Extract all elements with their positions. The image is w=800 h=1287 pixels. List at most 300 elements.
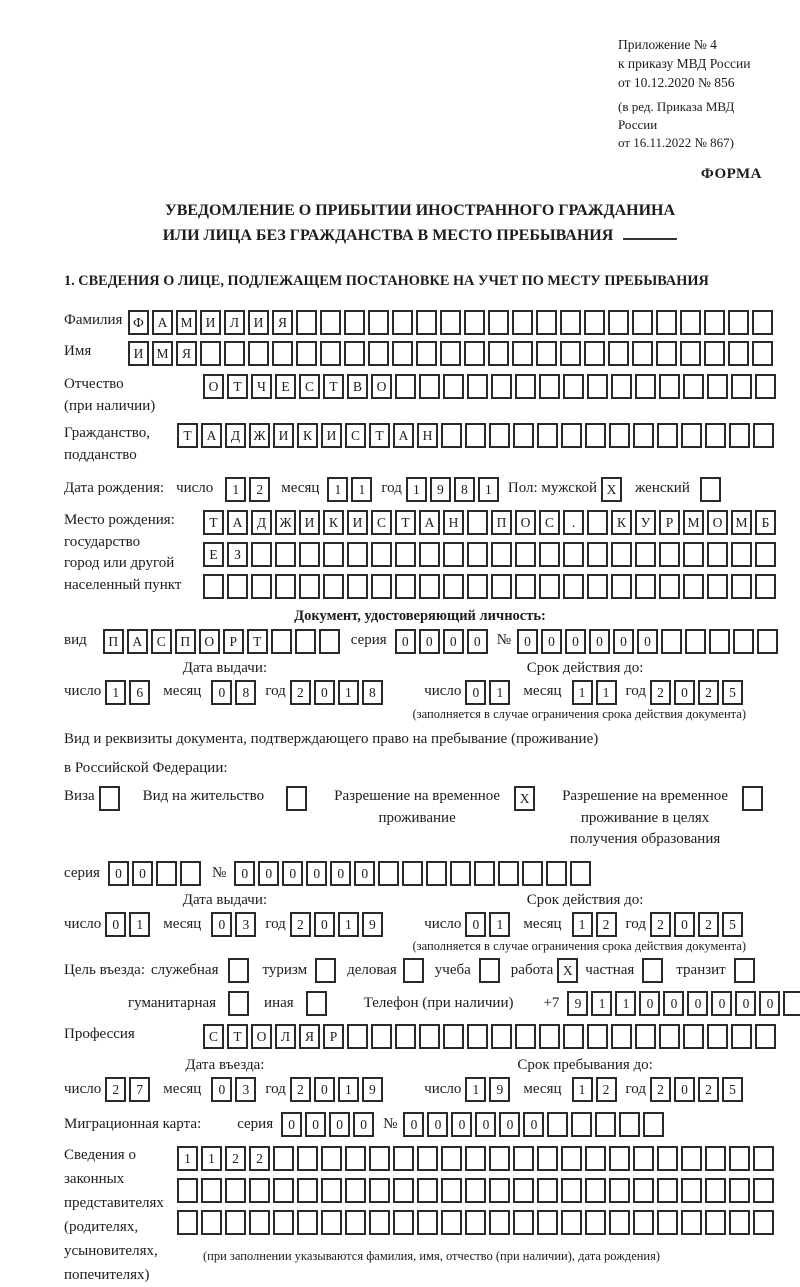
char-cell[interactable] [680, 310, 701, 335]
char-cell[interactable]: Н [417, 423, 438, 448]
char-cell[interactable]: 2 [249, 477, 270, 502]
char-cell[interactable] [395, 1024, 416, 1049]
char-cell[interactable]: 5 [722, 912, 743, 937]
char-cell[interactable]: 2 [290, 1077, 311, 1102]
char-cell[interactable] [249, 1178, 270, 1203]
char-cell[interactable] [203, 574, 224, 599]
char-cell[interactable]: К [611, 510, 632, 535]
purpose-work-checkbox[interactable]: X [557, 958, 578, 983]
char-cell[interactable]: 2 [650, 1077, 671, 1102]
char-cell[interactable] [225, 1178, 246, 1203]
char-cell[interactable] [584, 310, 605, 335]
char-cell[interactable]: 0 [132, 861, 153, 886]
char-cell[interactable] [512, 341, 533, 366]
char-cell[interactable] [683, 542, 704, 567]
char-cell[interactable] [251, 542, 272, 567]
char-cell[interactable] [585, 1146, 606, 1171]
char-cell[interactable]: Т [227, 374, 248, 399]
char-cell[interactable] [345, 1210, 366, 1235]
char-cell[interactable]: Т [177, 423, 198, 448]
char-cell[interactable] [417, 1210, 438, 1235]
char-cell[interactable] [704, 310, 725, 335]
temp-residence-edu-checkbox[interactable] [742, 786, 763, 811]
char-cell[interactable] [539, 374, 560, 399]
char-cell[interactable] [395, 374, 416, 399]
char-cell[interactable] [707, 542, 728, 567]
char-cell[interactable]: 0 [637, 629, 658, 654]
char-cell[interactable]: Е [203, 542, 224, 567]
char-cell[interactable]: 0 [639, 991, 660, 1016]
char-cell[interactable]: 0 [354, 861, 375, 886]
char-cell[interactable]: 0 [329, 1112, 350, 1137]
char-cell[interactable] [299, 542, 320, 567]
char-cell[interactable] [683, 1024, 704, 1049]
char-cell[interactable]: 9 [430, 477, 451, 502]
char-cell[interactable]: С [371, 510, 392, 535]
char-cell[interactable]: И [248, 310, 269, 335]
char-cell[interactable] [393, 1146, 414, 1171]
char-cell[interactable] [489, 1210, 510, 1235]
char-cell[interactable] [297, 1146, 318, 1171]
char-cell[interactable]: 0 [314, 912, 335, 937]
char-cell[interactable]: Р [659, 510, 680, 535]
char-cell[interactable]: 1 [596, 680, 617, 705]
char-cell[interactable]: Т [369, 423, 390, 448]
char-cell[interactable] [489, 423, 510, 448]
char-cell[interactable] [609, 1210, 630, 1235]
char-cell[interactable]: О [203, 374, 224, 399]
char-cell[interactable] [560, 341, 581, 366]
char-cell[interactable] [659, 374, 680, 399]
char-cell[interactable]: 0 [589, 629, 610, 654]
char-cell[interactable]: 0 [674, 912, 695, 937]
char-cell[interactable]: 0 [330, 861, 351, 886]
char-cell[interactable]: А [152, 310, 173, 335]
char-cell[interactable] [680, 341, 701, 366]
char-cell[interactable] [392, 310, 413, 335]
char-cell[interactable] [755, 542, 776, 567]
char-cell[interactable] [753, 1146, 774, 1171]
char-cell[interactable] [731, 542, 752, 567]
char-cell[interactable] [467, 374, 488, 399]
char-cell[interactable]: Л [224, 310, 245, 335]
char-cell[interactable] [753, 1178, 774, 1203]
char-cell[interactable] [643, 1112, 664, 1137]
char-cell[interactable] [491, 374, 512, 399]
char-cell[interactable] [561, 423, 582, 448]
char-cell[interactable]: 0 [234, 861, 255, 886]
char-cell[interactable] [729, 1146, 750, 1171]
char-cell[interactable] [681, 1210, 702, 1235]
char-cell[interactable]: 3 [235, 1077, 256, 1102]
char-cell[interactable] [539, 574, 560, 599]
char-cell[interactable] [371, 1024, 392, 1049]
char-cell[interactable]: 0 [517, 629, 538, 654]
char-cell[interactable] [368, 341, 389, 366]
char-cell[interactable] [705, 423, 726, 448]
char-cell[interactable] [417, 1146, 438, 1171]
char-cell[interactable] [707, 1024, 728, 1049]
char-cell[interactable] [611, 574, 632, 599]
char-cell[interactable]: 2 [698, 680, 719, 705]
char-cell[interactable] [547, 1112, 568, 1137]
char-cell[interactable] [681, 1146, 702, 1171]
char-cell[interactable]: М [731, 510, 752, 535]
char-cell[interactable]: 2 [105, 1077, 126, 1102]
char-cell[interactable] [272, 341, 293, 366]
char-cell[interactable] [633, 1146, 654, 1171]
char-cell[interactable]: 0 [403, 1112, 424, 1137]
purpose-humanitarian-checkbox[interactable] [228, 991, 249, 1016]
char-cell[interactable] [563, 1024, 584, 1049]
char-cell[interactable]: П [175, 629, 196, 654]
char-cell[interactable]: К [323, 510, 344, 535]
char-cell[interactable] [491, 1024, 512, 1049]
char-cell[interactable] [491, 542, 512, 567]
char-cell[interactable] [659, 1024, 680, 1049]
char-cell[interactable] [491, 574, 512, 599]
char-cell[interactable] [515, 574, 536, 599]
char-cell[interactable]: Я [176, 341, 197, 366]
char-cell[interactable]: 1 [489, 912, 510, 937]
char-cell[interactable] [443, 1024, 464, 1049]
char-cell[interactable] [731, 1024, 752, 1049]
char-cell[interactable]: 5 [722, 680, 743, 705]
char-cell[interactable]: С [539, 510, 560, 535]
char-cell[interactable]: Д [225, 423, 246, 448]
char-cell[interactable] [656, 341, 677, 366]
char-cell[interactable] [416, 310, 437, 335]
purpose-transit-checkbox[interactable] [734, 958, 755, 983]
char-cell[interactable] [683, 374, 704, 399]
char-cell[interactable]: 8 [235, 680, 256, 705]
char-cell[interactable] [443, 542, 464, 567]
char-cell[interactable] [659, 574, 680, 599]
char-cell[interactable] [704, 341, 725, 366]
char-cell[interactable] [537, 1210, 558, 1235]
char-cell[interactable] [347, 542, 368, 567]
char-cell[interactable]: 1 [129, 912, 150, 937]
char-cell[interactable]: С [299, 374, 320, 399]
char-cell[interactable]: А [127, 629, 148, 654]
char-cell[interactable] [319, 629, 340, 654]
char-cell[interactable] [344, 310, 365, 335]
char-cell[interactable] [441, 423, 462, 448]
char-cell[interactable]: И [128, 341, 149, 366]
char-cell[interactable] [488, 341, 509, 366]
char-cell[interactable] [657, 1146, 678, 1171]
char-cell[interactable] [273, 1146, 294, 1171]
char-cell[interactable] [443, 374, 464, 399]
char-cell[interactable]: 1 [201, 1146, 222, 1171]
char-cell[interactable]: 0 [467, 629, 488, 654]
char-cell[interactable] [609, 1146, 630, 1171]
char-cell[interactable]: Т [203, 510, 224, 535]
char-cell[interactable] [619, 1112, 640, 1137]
char-cell[interactable]: 0 [306, 861, 327, 886]
char-cell[interactable] [345, 1178, 366, 1203]
char-cell[interactable] [539, 542, 560, 567]
char-cell[interactable]: 2 [225, 1146, 246, 1171]
char-cell[interactable]: 0 [105, 912, 126, 937]
char-cell[interactable]: 0 [523, 1112, 544, 1137]
char-cell[interactable]: Д [251, 510, 272, 535]
char-cell[interactable] [632, 310, 653, 335]
char-cell[interactable]: 0 [735, 991, 756, 1016]
char-cell[interactable] [609, 1178, 630, 1203]
char-cell[interactable] [180, 861, 201, 886]
char-cell[interactable]: 1 [572, 912, 593, 937]
char-cell[interactable]: 0 [108, 861, 129, 886]
char-cell[interactable] [393, 1178, 414, 1203]
char-cell[interactable] [393, 1210, 414, 1235]
char-cell[interactable] [755, 574, 776, 599]
char-cell[interactable] [323, 542, 344, 567]
char-cell[interactable] [709, 629, 730, 654]
char-cell[interactable]: 0 [674, 1077, 695, 1102]
char-cell[interactable]: О [371, 374, 392, 399]
char-cell[interactable] [783, 991, 800, 1016]
char-cell[interactable]: 1 [177, 1146, 198, 1171]
char-cell[interactable]: М [683, 510, 704, 535]
char-cell[interactable] [587, 374, 608, 399]
char-cell[interactable]: И [347, 510, 368, 535]
char-cell[interactable] [752, 310, 773, 335]
char-cell[interactable] [323, 574, 344, 599]
char-cell[interactable] [295, 629, 316, 654]
char-cell[interactable] [392, 341, 413, 366]
char-cell[interactable] [561, 1210, 582, 1235]
char-cell[interactable] [752, 341, 773, 366]
char-cell[interactable] [320, 310, 341, 335]
char-cell[interactable]: 0 [475, 1112, 496, 1137]
char-cell[interactable] [608, 341, 629, 366]
char-cell[interactable] [248, 341, 269, 366]
char-cell[interactable]: 0 [258, 861, 279, 886]
char-cell[interactable]: 0 [687, 991, 708, 1016]
char-cell[interactable] [443, 574, 464, 599]
char-cell[interactable] [419, 374, 440, 399]
char-cell[interactable] [224, 341, 245, 366]
char-cell[interactable] [729, 1178, 750, 1203]
char-cell[interactable]: 1 [572, 1077, 593, 1102]
char-cell[interactable]: Т [247, 629, 268, 654]
char-cell[interactable]: 1 [338, 1077, 359, 1102]
char-cell[interactable]: 0 [465, 912, 486, 937]
char-cell[interactable] [489, 1146, 510, 1171]
char-cell[interactable]: 2 [596, 1077, 617, 1102]
char-cell[interactable] [465, 423, 486, 448]
char-cell[interactable] [611, 1024, 632, 1049]
char-cell[interactable]: 0 [305, 1112, 326, 1137]
char-cell[interactable] [347, 1024, 368, 1049]
char-cell[interactable]: 2 [596, 912, 617, 937]
char-cell[interactable] [707, 374, 728, 399]
char-cell[interactable]: 1 [351, 477, 372, 502]
char-cell[interactable]: С [345, 423, 366, 448]
char-cell[interactable] [513, 1210, 534, 1235]
char-cell[interactable] [563, 374, 584, 399]
char-cell[interactable] [441, 1178, 462, 1203]
char-cell[interactable] [378, 861, 399, 886]
char-cell[interactable]: 0 [427, 1112, 448, 1137]
char-cell[interactable] [251, 574, 272, 599]
char-cell[interactable]: 1 [338, 912, 359, 937]
char-cell[interactable] [570, 861, 591, 886]
char-cell[interactable]: А [393, 423, 414, 448]
char-cell[interactable]: 0 [663, 991, 684, 1016]
char-cell[interactable] [705, 1210, 726, 1235]
char-cell[interactable] [464, 310, 485, 335]
char-cell[interactable] [755, 374, 776, 399]
char-cell[interactable]: 0 [211, 912, 232, 937]
char-cell[interactable]: Р [223, 629, 244, 654]
char-cell[interactable]: И [273, 423, 294, 448]
char-cell[interactable] [368, 310, 389, 335]
char-cell[interactable]: Я [299, 1024, 320, 1049]
char-cell[interactable]: Т [323, 374, 344, 399]
char-cell[interactable] [465, 1178, 486, 1203]
char-cell[interactable]: 2 [698, 912, 719, 937]
char-cell[interactable]: 1 [406, 477, 427, 502]
char-cell[interactable] [441, 1210, 462, 1235]
char-cell[interactable] [731, 374, 752, 399]
char-cell[interactable] [299, 574, 320, 599]
char-cell[interactable] [489, 1178, 510, 1203]
char-cell[interactable]: 9 [567, 991, 588, 1016]
char-cell[interactable] [635, 1024, 656, 1049]
char-cell[interactable] [632, 341, 653, 366]
residence-permit-checkbox[interactable] [286, 786, 307, 811]
char-cell[interactable] [587, 574, 608, 599]
char-cell[interactable]: 0 [314, 1077, 335, 1102]
char-cell[interactable] [753, 1210, 774, 1235]
char-cell[interactable]: 0 [499, 1112, 520, 1137]
char-cell[interactable] [271, 629, 292, 654]
char-cell[interactable]: О [251, 1024, 272, 1049]
char-cell[interactable] [681, 1178, 702, 1203]
char-cell[interactable]: Р [323, 1024, 344, 1049]
char-cell[interactable] [296, 310, 317, 335]
char-cell[interactable]: 2 [650, 680, 671, 705]
char-cell[interactable]: С [203, 1024, 224, 1049]
char-cell[interactable] [419, 542, 440, 567]
char-cell[interactable] [633, 1210, 654, 1235]
purpose-official-checkbox[interactable] [228, 958, 249, 983]
purpose-study-checkbox[interactable] [479, 958, 500, 983]
char-cell[interactable] [464, 341, 485, 366]
char-cell[interactable] [371, 542, 392, 567]
char-cell[interactable] [465, 1146, 486, 1171]
char-cell[interactable] [419, 574, 440, 599]
char-cell[interactable] [587, 542, 608, 567]
char-cell[interactable] [440, 341, 461, 366]
char-cell[interactable] [297, 1178, 318, 1203]
char-cell[interactable]: 7 [129, 1077, 150, 1102]
char-cell[interactable] [347, 574, 368, 599]
char-cell[interactable]: В [347, 374, 368, 399]
char-cell[interactable]: И [299, 510, 320, 535]
char-cell[interactable]: 0 [541, 629, 562, 654]
char-cell[interactable] [536, 310, 557, 335]
char-cell[interactable]: 0 [281, 1112, 302, 1137]
char-cell[interactable] [729, 423, 750, 448]
char-cell[interactable] [515, 374, 536, 399]
char-cell[interactable] [560, 310, 581, 335]
char-cell[interactable] [537, 423, 558, 448]
char-cell[interactable] [537, 1178, 558, 1203]
char-cell[interactable] [474, 861, 495, 886]
char-cell[interactable] [585, 423, 606, 448]
char-cell[interactable] [563, 574, 584, 599]
char-cell[interactable]: П [491, 510, 512, 535]
char-cell[interactable] [321, 1178, 342, 1203]
char-cell[interactable]: А [201, 423, 222, 448]
char-cell[interactable] [537, 1146, 558, 1171]
char-cell[interactable] [488, 310, 509, 335]
char-cell[interactable] [416, 341, 437, 366]
char-cell[interactable]: 5 [722, 1077, 743, 1102]
char-cell[interactable]: 6 [129, 680, 150, 705]
char-cell[interactable]: Т [395, 510, 416, 535]
char-cell[interactable]: 1 [572, 680, 593, 705]
char-cell[interactable] [585, 1210, 606, 1235]
char-cell[interactable] [321, 1146, 342, 1171]
char-cell[interactable]: 2 [290, 912, 311, 937]
char-cell[interactable] [441, 1146, 462, 1171]
char-cell[interactable]: 1 [327, 477, 348, 502]
char-cell[interactable] [633, 423, 654, 448]
char-cell[interactable]: 1 [615, 991, 636, 1016]
char-cell[interactable] [635, 374, 656, 399]
char-cell[interactable]: Б [755, 510, 776, 535]
char-cell[interactable] [273, 1210, 294, 1235]
char-cell[interactable]: 0 [211, 680, 232, 705]
char-cell[interactable] [465, 1210, 486, 1235]
char-cell[interactable]: Я [272, 310, 293, 335]
char-cell[interactable] [546, 861, 567, 886]
char-cell[interactable] [661, 629, 682, 654]
char-cell[interactable]: 0 [395, 629, 416, 654]
char-cell[interactable]: О [707, 510, 728, 535]
char-cell[interactable] [595, 1112, 616, 1137]
char-cell[interactable] [683, 574, 704, 599]
char-cell[interactable] [467, 542, 488, 567]
char-cell[interactable]: 9 [489, 1077, 510, 1102]
char-cell[interactable]: 1 [105, 680, 126, 705]
gender-male-checkbox[interactable]: X [601, 477, 622, 502]
char-cell[interactable] [467, 510, 488, 535]
char-cell[interactable] [561, 1146, 582, 1171]
char-cell[interactable] [659, 542, 680, 567]
char-cell[interactable]: 1 [225, 477, 246, 502]
char-cell[interactable] [728, 341, 749, 366]
gender-female-checkbox[interactable] [700, 477, 721, 502]
char-cell[interactable] [656, 310, 677, 335]
char-cell[interactable]: А [419, 510, 440, 535]
char-cell[interactable]: 0 [465, 680, 486, 705]
char-cell[interactable] [512, 310, 533, 335]
char-cell[interactable]: Т [227, 1024, 248, 1049]
char-cell[interactable]: 0 [211, 1077, 232, 1102]
char-cell[interactable] [705, 1146, 726, 1171]
char-cell[interactable] [729, 1210, 750, 1235]
char-cell[interactable] [201, 1178, 222, 1203]
char-cell[interactable] [757, 629, 778, 654]
char-cell[interactable] [755, 1024, 776, 1049]
purpose-business-checkbox[interactable] [403, 958, 424, 983]
char-cell[interactable]: 1 [478, 477, 499, 502]
